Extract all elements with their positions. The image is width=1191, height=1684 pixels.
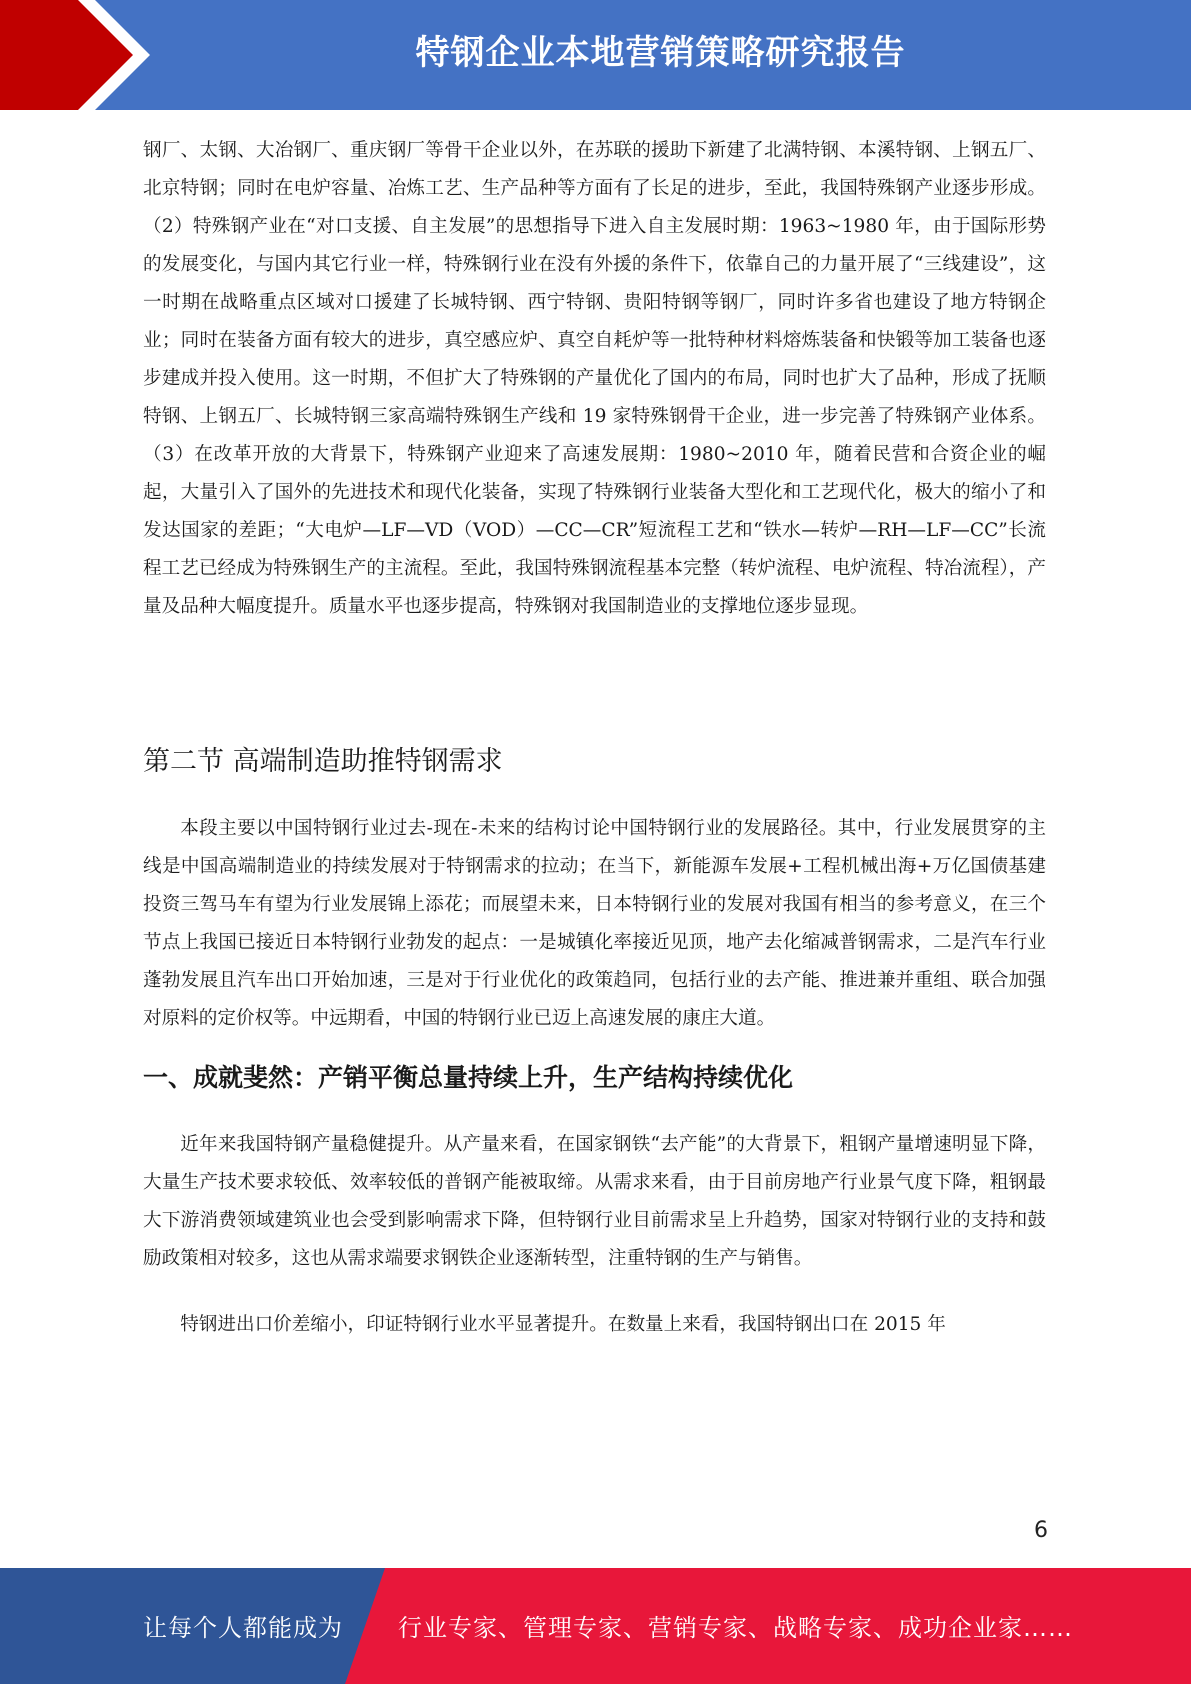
footer-slogan-lead: 让每个人都能成为	[143, 1614, 343, 1642]
page-number: 6	[1034, 1518, 1048, 1543]
spacer	[143, 1278, 1046, 1306]
page-header	[0, 0, 1191, 110]
body-paragraph-summary: 本段主要以中国特钢行业过去-现在-未来的结构讨论中国特钢行业的发展路径。其中，行业发展贯穿的主线是中国高端制造业的持续发展对于特钢需求的拉动；在当下，新能源车发展+工程机械出海+万亿国债基建投资三驾马车有望为行业发展锦上添花；而展望未来，日本特钢行业的发展对我国有相当的参考意义，在三个节点上我国已接近日本特钢行业勃发的起点：一是城镇化率接近见顶，地产去化缩减普钢需求，二是汽车行业蓬勃发展且汽车出口开始加速，三是对于行业优化的政策趋同，包括行业的去产能、推进兼并重组、联合加强对原料的定价权等。中远期看，中国的特钢行业已迈上高速发展的康庄大道。	[143, 818, 1046, 1029]
body-paragraph-trade: 特钢进出口价差缩小，印证特钢行业水平显著提升。在数量上来看，我国特钢出口在 2015 年	[180, 1314, 946, 1335]
body-paragraph-history: 钢厂、太钢、大冶钢厂、重庆钢厂等骨干企业以外，在苏联的援助下新建了北满特钢、本溪特钢、上钢五厂、北京特钢；同时在电炉容量、冶炼工艺、生产品种等方面有了长足的进步，至此，我国特殊钢产业逐步形成。（2）特殊钢产业在“对口支援、自主发展”的思想指导下进入自主发展时期：1963~1980 年，由于国际形势的发展变化，与国内其它行业一样，特殊钢行业在没有外援的条件下，依靠自己的力量开展了“三线建设”，这一时期在战略重点区域对口援建了长城特钢、西宁特钢、贵阳特钢等钢厂，同时许多省也建设了地方特钢企业；同时在装备方面有较大的进步，真空感应炉、真空自耗炉等一批特种材料熔炼装备和快锻等加工装备也逐步建成并投入使用。这一时期，不但扩大了特殊钢的产量优化了国内的布局，同时也扩大了品种，形成了抚顺特钢、上钢五厂、长城特钢三家高端特殊钢生产线和 19 家特殊钢骨干企业，进一步完善了特殊钢产业体系。（3）在改革开放的大背景下，特殊钢产业迎来了高速发展期：1980~2010 年，随着民营和合资企业的崛起，大量引入了国外的先进技术和现代化装备，实现了特殊钢行业装备大型化和工艺现代化，极大的缩小了和发达国家的差距；“大电炉—LF—VD（VOD）—CC—CR”短流程工艺和“铁水—转炉—RH—LF—CC”长流程工艺已经成为特殊钢生产的主流程。至此，我国特殊钢流程基本完整（转炉流程、电炉流程、特冶流程），产量及品种大幅度提升。质量水平也逐步提高，特殊钢对我国制造业的支撑地位逐步显现。	[143, 140, 1046, 617]
spacer	[143, 626, 1046, 742]
spacer	[143, 782, 1046, 810]
page-footer	[0, 1568, 1191, 1684]
spacer	[143, 1098, 1046, 1126]
section-heading: 第二节 高端制造助推特钢需求	[143, 746, 503, 777]
page-body	[143, 132, 1046, 1344]
body-paragraph-production: 近年来我国特钢产量稳健提升。从产量来看，在国家钢铁“去产能”的大背景下，粗钢产量增速明显下降，大量生产技术要求较低、效率较低的普钢产能被取缔。从需求来看，由于目前房地产行业景气度下降，粗钢最大下游消费领域建筑业也会受到影响需求下降，但特钢行业目前需求呈上升趋势，国家对特钢行业的支持和鼓励政策相对较多，这也从需求端要求钢铁企业逐渐转型，注重特钢的生产与销售。	[143, 1134, 1046, 1269]
subsection-heading: 一、成就斐然：产销平衡总量持续上升，生产结构持续优化	[143, 1063, 794, 1092]
spacer	[143, 1038, 1046, 1058]
report-title: 特钢企业本地营销策略研究报告	[415, 33, 906, 73]
footer-slogan-roles: 行业专家、管理专家、营销专家、战略专家、成功企业家……	[398, 1614, 1073, 1642]
